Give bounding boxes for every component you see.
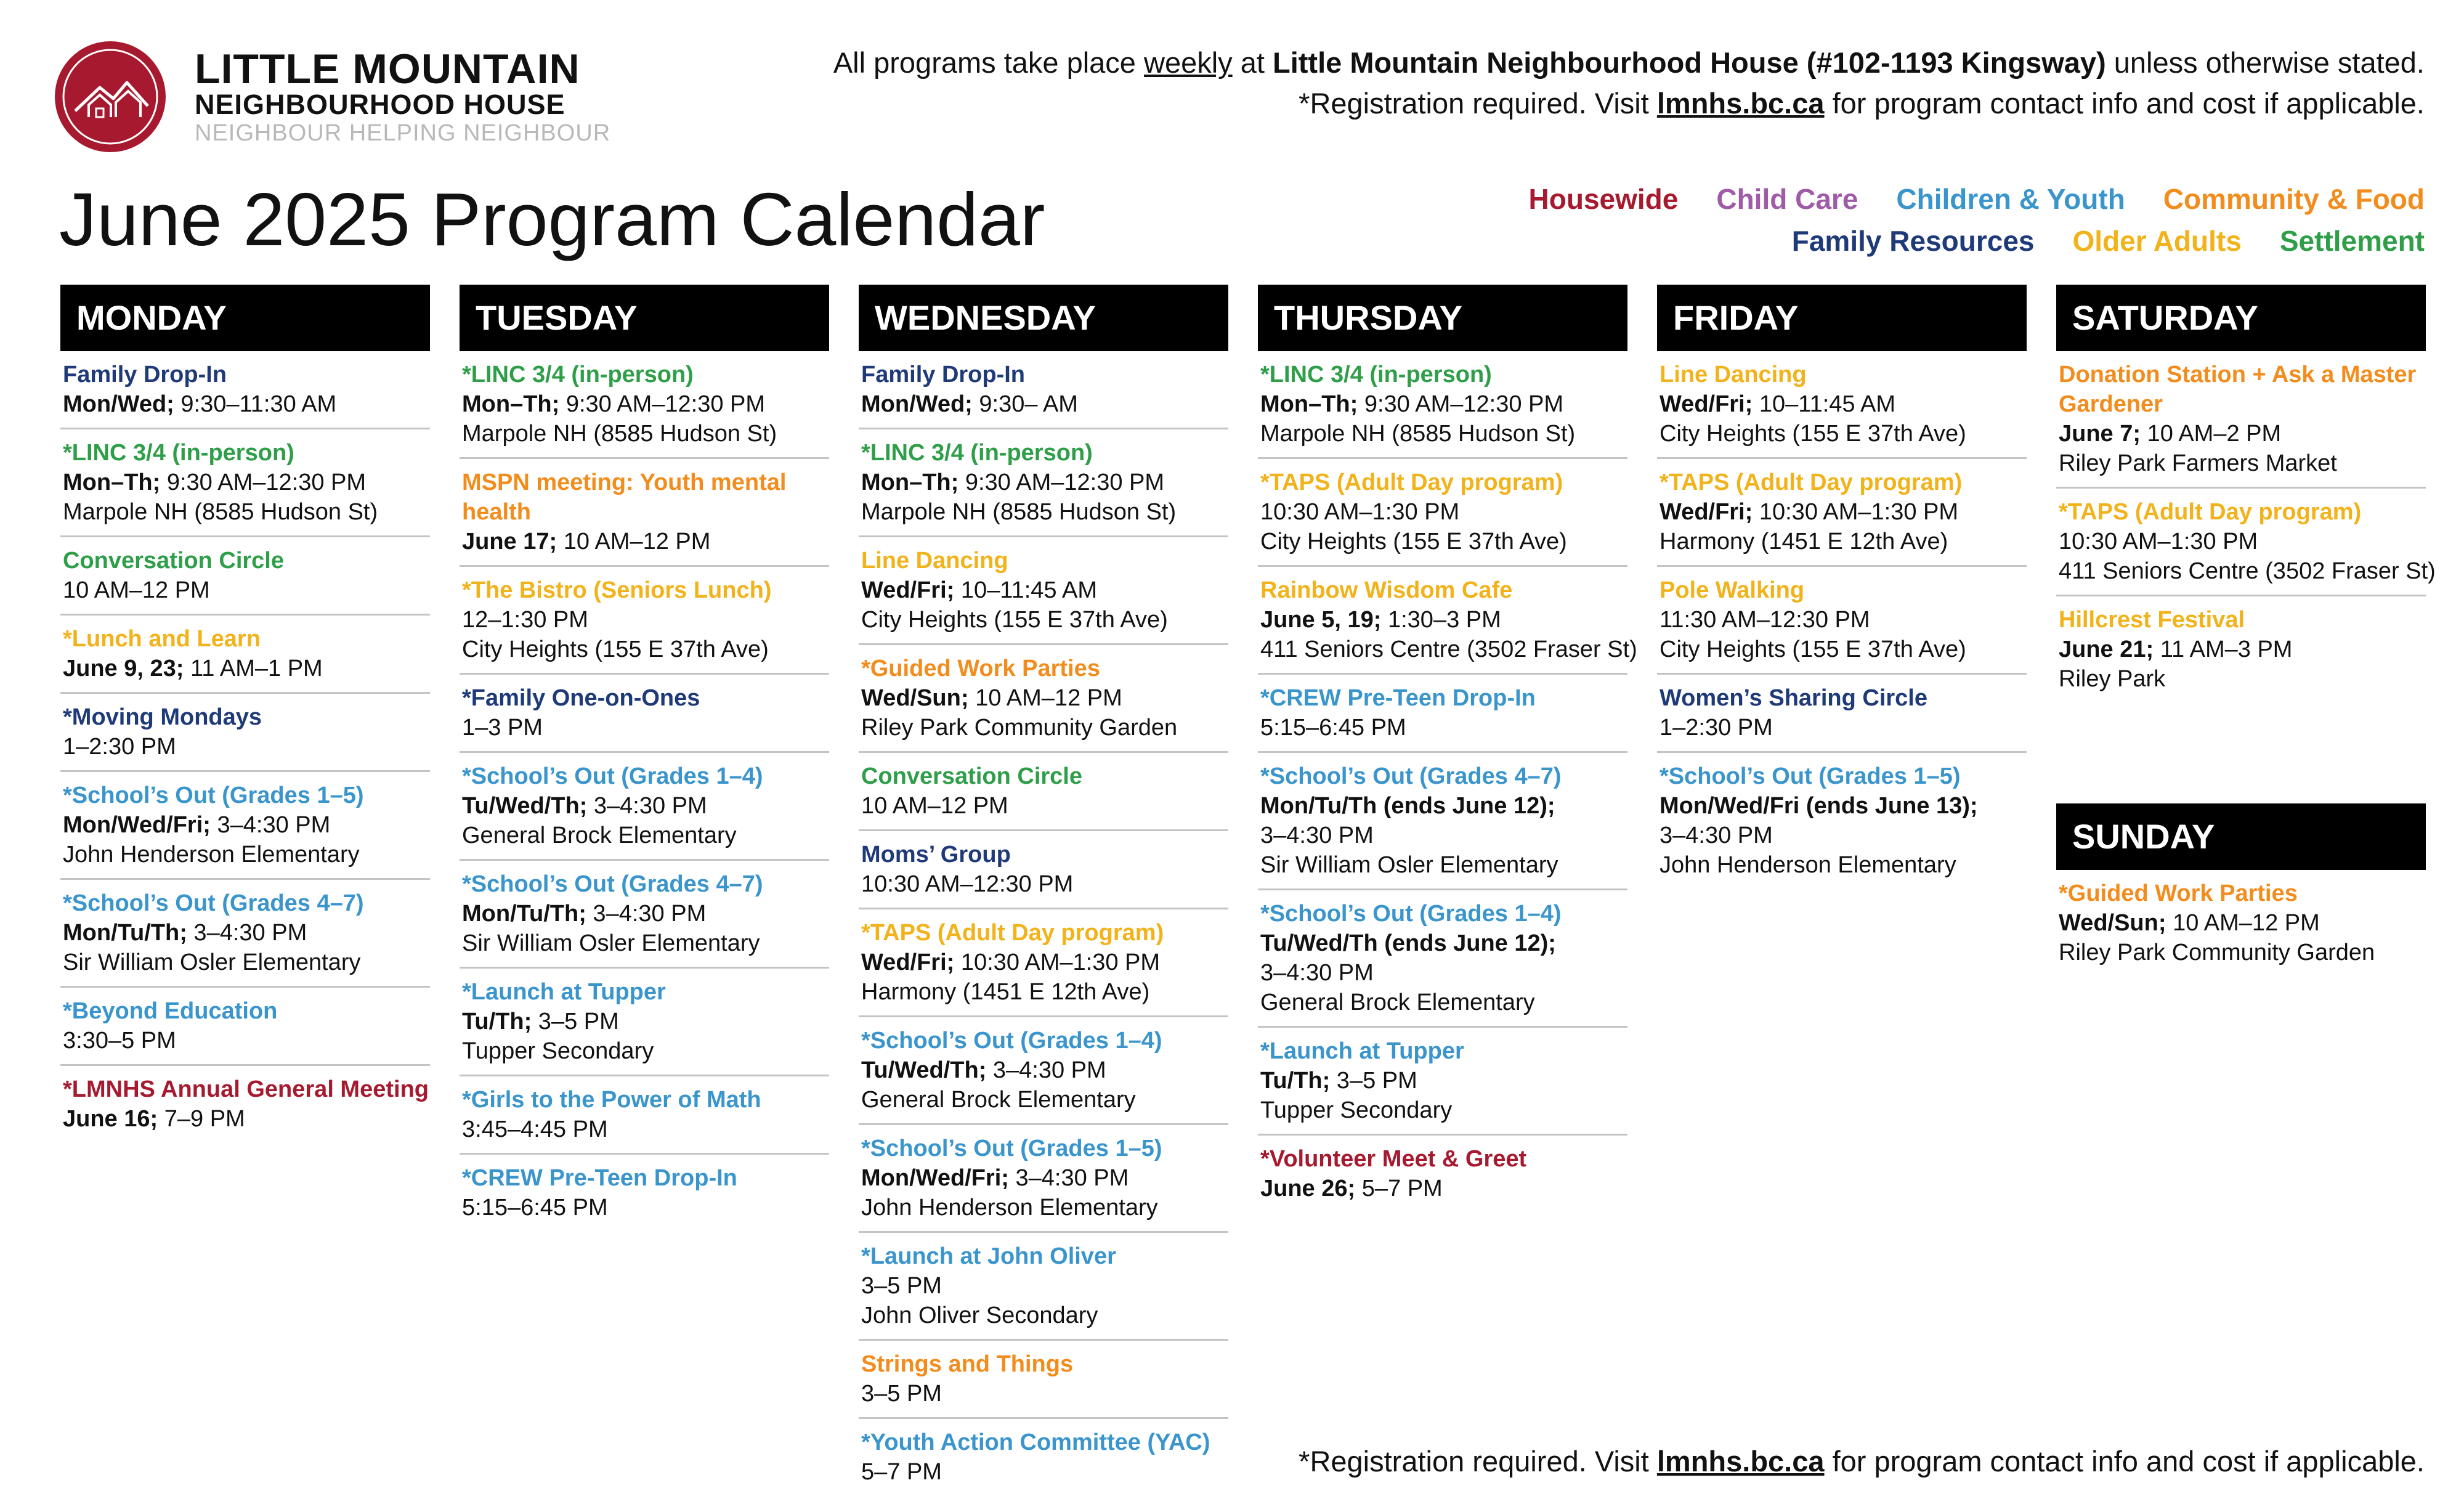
program-time: 10:30 AM–1:30 PM	[1260, 499, 1460, 525]
program-schedule	[1260, 791, 1627, 821]
program-title: *Volunteer Meet & Greet	[1260, 1146, 1527, 1172]
program-entry	[859, 1349, 1228, 1419]
program-schedule	[861, 1163, 1228, 1193]
program-schedule	[1660, 497, 2027, 527]
program-time: 10:30 AM–1:30 PM	[2059, 529, 2258, 555]
program-entry	[1258, 468, 1627, 567]
program-days: Mon–Th;	[861, 470, 959, 495]
program-title: *Youth Action Committee (YAC)	[861, 1429, 1210, 1455]
program-days: June 9, 23;	[63, 656, 184, 681]
program-schedule	[63, 1104, 430, 1134]
program-time: 10:30 AM–1:30 PM	[954, 949, 1161, 975]
program-days: Tu/Th;	[462, 1009, 532, 1035]
category-legend-row1	[1491, 182, 2425, 216]
program-title: Conversation Circle	[63, 548, 284, 574]
program-schedule	[462, 1115, 829, 1144]
program-list	[1258, 360, 1637, 1212]
program-location: John Henderson Elementary	[63, 842, 360, 868]
note-text: *Registration required. Visit	[1299, 87, 1657, 120]
program-schedule	[63, 810, 430, 840]
program-title: *Launch at Tupper	[462, 979, 666, 1005]
program-entry	[460, 575, 829, 675]
program-entry	[1657, 683, 2027, 753]
legend-community-food: Community & Food	[2163, 183, 2425, 215]
note-text: at	[1232, 46, 1273, 79]
program-entry	[1258, 762, 1627, 890]
program-title: MSPN meeting: Youth mental health	[462, 470, 787, 525]
program-location: 411 Seniors Centre (3502 Fraser St)	[1260, 636, 1637, 662]
program-schedule	[2059, 527, 2426, 556]
program-location: Marpole NH (8585 Hudson St)	[63, 499, 378, 525]
program-schedule	[861, 1271, 1228, 1301]
org-tagline: NEIGHBOUR HELPING NEIGHBOUR	[195, 120, 611, 146]
program-days: Wed/Sun;	[861, 685, 969, 711]
program-list	[2056, 360, 2436, 702]
program-location: 411 Seniors Centre (3502 Fraser St)	[2059, 558, 2436, 584]
program-schedule	[462, 1007, 829, 1036]
program-location: General Brock Elementary	[1260, 990, 1535, 1015]
program-title: *School’s Out (Grades 1–4)	[1260, 901, 1562, 927]
program-location: City Heights (155 E 37th Ave)	[861, 607, 1168, 633]
day-column-sunday	[2056, 803, 2426, 985]
note-text: *Registration required. Visit	[1299, 1445, 1657, 1478]
program-days: Mon–Th;	[63, 470, 161, 495]
program-entry	[859, 1134, 1228, 1233]
program-schedule	[1260, 929, 1627, 958]
program-time: 7–9 PM	[158, 1106, 245, 1132]
program-entry	[1258, 1144, 1627, 1212]
website-link[interactable]: lmnhs.bc.ca	[1656, 1445, 1825, 1478]
website-link[interactable]: lmnhs.bc.ca	[1656, 87, 1825, 120]
program-title: Hillcrest Festival	[2059, 607, 2245, 633]
program-title: Strings and Things	[861, 1351, 1074, 1377]
program-days: Mon/Wed/Fri;	[861, 1165, 1009, 1191]
program-entry	[1258, 360, 1627, 459]
program-days: Mon/Wed/Fri;	[63, 812, 211, 838]
location-note	[833, 46, 2425, 79]
program-entry	[460, 762, 829, 861]
program-entry	[60, 438, 430, 537]
program-title: *School’s Out (Grades 1–5)	[1660, 763, 1961, 789]
program-schedule	[63, 918, 430, 948]
program-entry	[1258, 683, 1627, 753]
program-title: *CREW Pre-Teen Drop-In	[1260, 685, 1536, 711]
program-entry	[60, 360, 430, 429]
program-time: 11:30 AM–12:30 PM	[1660, 607, 1870, 633]
note-text: All programs take place	[833, 46, 1144, 79]
program-days: Tu/Th;	[1260, 1068, 1331, 1094]
program-schedule	[861, 1379, 1228, 1409]
program-entry	[60, 781, 430, 880]
program-title: *School’s Out (Grades 1–5)	[63, 783, 364, 808]
program-entry	[859, 438, 1228, 537]
program-entry	[460, 683, 829, 753]
program-list	[2056, 879, 2426, 976]
program-schedule	[861, 575, 1228, 605]
program-list	[460, 360, 829, 1231]
program-title: *LINC 3/4 (in-person)	[1260, 362, 1492, 388]
program-schedule	[1260, 497, 1627, 527]
program-schedule	[1660, 389, 2027, 419]
program-location: City Heights (155 E 37th Ave)	[462, 636, 769, 662]
program-schedule	[63, 575, 430, 605]
program-schedule	[861, 683, 1228, 713]
program-location: Harmony (1451 E 12th Ave)	[1660, 529, 1948, 555]
program-time: 10 AM–12 PM	[968, 685, 1122, 711]
note-text: for program contact info and cost if applicable.	[1824, 87, 2425, 120]
program-schedule	[462, 605, 829, 635]
program-days: Tu/Wed/Th;	[462, 793, 588, 819]
program-entry	[2056, 879, 2426, 976]
program-schedule	[63, 732, 430, 762]
program-time: 3–5 PM	[532, 1009, 619, 1035]
program-time: 5:15–6:45 PM	[462, 1195, 608, 1221]
program-days: Wed/Fri;	[861, 949, 955, 975]
program-location: City Heights (155 E 37th Ave)	[1660, 421, 1966, 447]
day-column-tuesday	[460, 285, 829, 1240]
program-schedule	[1260, 1066, 1627, 1096]
program-title: Women’s Sharing Circle	[1660, 685, 1927, 711]
day-header: MONDAY	[60, 285, 430, 351]
program-time: 10 AM–2 PM	[2141, 421, 2282, 447]
program-title: *Beyond Education	[63, 998, 278, 1024]
program-title: *School’s Out (Grades 4–7)	[1260, 763, 1562, 789]
program-entry	[1258, 575, 1637, 675]
note-text: for program contact info and cost if applicable.	[1824, 1445, 2425, 1478]
day-header: FRIDAY	[1657, 285, 2027, 351]
category-legend-row2	[1754, 224, 2425, 258]
program-location: General Brock Elementary	[462, 823, 737, 848]
program-list	[1657, 360, 2027, 888]
program-title: *TAPS (Adult Day program)	[1660, 470, 1963, 495]
program-title: *CREW Pre-Teen Drop-In	[462, 1165, 737, 1191]
program-title: *LINC 3/4 (in-person)	[63, 440, 294, 466]
note-weekly: weekly	[1144, 46, 1233, 79]
program-time: 9:30 AM–12:30 PM	[1358, 391, 1564, 417]
program-schedule	[462, 713, 829, 742]
program-days: Tu/Wed/Th;	[861, 1057, 987, 1083]
program-time: 5:15–6:45 PM	[1260, 715, 1406, 741]
registration-note	[1299, 86, 2425, 120]
program-entry	[2056, 497, 2436, 596]
program-schedule	[861, 791, 1228, 821]
program-time: 3–4:30 PM	[187, 920, 307, 946]
program-time: 10 AM–12 PM	[63, 577, 210, 603]
program-days: Wed/Sun;	[2059, 910, 2166, 936]
program-entry	[859, 546, 1228, 645]
org-name-line1: LITTLE MOUNTAIN	[195, 46, 580, 92]
program-days: June 16;	[63, 1106, 158, 1132]
program-title: *School’s Out (Grades 4–7)	[63, 890, 364, 916]
program-title: *School’s Out (Grades 1–5)	[861, 1136, 1162, 1161]
program-location: Riley Park Community Garden	[861, 715, 1178, 741]
program-time: 3–5 PM	[861, 1381, 942, 1407]
program-schedule	[462, 1193, 829, 1222]
program-entry	[460, 360, 829, 459]
program-days: June 5, 19;	[1260, 607, 1382, 633]
program-entry	[460, 1085, 829, 1155]
legend-children-youth: Children & Youth	[1896, 183, 2125, 215]
program-schedule	[861, 1457, 1228, 1487]
program-title: *Girls to the Power of Math	[462, 1087, 761, 1113]
program-entry	[859, 654, 1228, 753]
program-title: *TAPS (Adult Day program)	[861, 920, 1164, 946]
program-entry	[60, 702, 430, 772]
program-location: John Henderson Elementary	[1660, 852, 1956, 878]
program-schedule	[1260, 605, 1627, 635]
org-brand	[195, 48, 610, 147]
program-time: 10 AM–12 PM	[2166, 910, 2320, 936]
program-time: 3–4:30 PM	[1008, 1165, 1129, 1191]
program-entry	[2056, 360, 2426, 489]
program-location: Riley Park Farmers Market	[2059, 450, 2337, 476]
program-time: 3–5 PM	[1330, 1068, 1417, 1094]
day-header: THURSDAY	[1258, 285, 1627, 351]
program-schedule	[462, 527, 829, 556]
program-schedule	[462, 389, 829, 419]
program-time: 9:30– AM	[972, 391, 1078, 417]
program-schedule	[462, 899, 829, 929]
program-entry	[1258, 1036, 1627, 1136]
program-entry	[460, 1163, 829, 1231]
program-time: 11 AM–3 PM	[2154, 636, 2293, 662]
program-schedule	[63, 654, 430, 683]
program-days: Mon/Tu/Th (ends June 12);	[1260, 793, 1555, 819]
program-entry	[1657, 762, 2027, 888]
legend-older-adults: Older Adults	[2072, 225, 2242, 257]
program-schedule	[861, 948, 1228, 977]
program-days: Mon/Wed;	[63, 391, 174, 417]
program-time: 10:30 AM–12:30 PM	[861, 871, 1074, 897]
program-time: 11 AM–1 PM	[184, 656, 323, 681]
program-schedule	[1660, 605, 2027, 635]
program-location: Riley Park	[2059, 666, 2166, 692]
program-time: 10 AM–12 PM	[861, 793, 1008, 819]
program-time: 3–4:30 PM	[210, 812, 331, 838]
program-title: Line Dancing	[861, 548, 1008, 574]
program-entry	[60, 888, 430, 988]
program-days: June 7;	[2059, 421, 2141, 447]
program-location: Harmony (1451 E 12th Ave)	[861, 979, 1150, 1005]
program-days: Mon/Wed;	[861, 391, 973, 417]
day-header: SATURDAY	[2056, 285, 2426, 351]
program-entry	[859, 918, 1228, 1017]
program-entry	[60, 546, 430, 616]
program-list	[859, 360, 1228, 1495]
program-location: Sir William Osler Elementary	[462, 930, 760, 956]
program-title: *Guided Work Parties	[2059, 880, 2298, 906]
program-title: *TAPS (Adult Day program)	[1260, 470, 1563, 495]
program-time: 3–4:30 PM	[586, 901, 707, 927]
program-time: 3–4:30 PM	[587, 793, 707, 819]
program-title: *School’s Out (Grades 1–4)	[861, 1028, 1162, 1054]
program-time: 12–1:30 PM	[462, 607, 588, 633]
page-title: June 2025 Program Calendar	[59, 177, 1045, 261]
program-schedule	[63, 389, 430, 419]
program-location: General Brock Elementary	[861, 1087, 1136, 1113]
program-schedule	[2059, 635, 2426, 664]
program-time: 5–7 PM	[1355, 1176, 1443, 1201]
program-time: 9:30–11:30 AM	[174, 391, 337, 417]
house-logo-icon	[52, 38, 169, 155]
program-time: 9:30 AM–12:30 PM	[160, 470, 367, 495]
program-days: Mon/Tu/Th;	[63, 920, 187, 946]
legend-housewide: Housewide	[1528, 183, 1679, 215]
program-entry	[859, 1428, 1228, 1495]
program-title: *Lunch and Learn	[63, 626, 261, 652]
program-title: *Launch at Tupper	[1260, 1038, 1464, 1064]
program-entry	[1258, 899, 1627, 1028]
legend-child-care: Child Care	[1716, 183, 1858, 215]
program-schedule	[2059, 419, 2426, 449]
program-entry	[460, 977, 829, 1076]
program-time: 1–2:30 PM	[63, 734, 176, 760]
program-time: 1–3 PM	[462, 715, 543, 741]
program-time: 10:30 AM–1:30 PM	[1753, 499, 1959, 525]
program-title: Family Drop-In	[861, 362, 1026, 388]
day-header: TUESDAY	[460, 285, 829, 351]
note-text: unless otherwise stated.	[2105, 46, 2425, 79]
program-time: 3–4:30 PM	[986, 1057, 1106, 1083]
program-schedule	[1260, 389, 1627, 419]
program-title: *The Bistro (Seniors Lunch)	[462, 577, 772, 603]
program-time: 10–11:45 AM	[1753, 391, 1895, 417]
program-time: 9:30 AM–12:30 PM	[559, 391, 766, 417]
program-days: Tu/Wed/Th (ends June 12);	[1260, 930, 1556, 956]
program-list	[60, 360, 430, 1142]
program-time: 5–7 PM	[861, 1459, 942, 1485]
program-schedule	[1660, 791, 2027, 821]
day-column-saturday	[2056, 285, 2436, 711]
program-location: City Heights (155 E 37th Ave)	[1660, 636, 1966, 662]
program-location: Sir William Osler Elementary	[1260, 852, 1558, 878]
program-schedule	[861, 1055, 1228, 1085]
legend-settlement: Settlement	[2279, 225, 2425, 257]
program-entry	[859, 762, 1228, 831]
program-entry	[859, 1026, 1228, 1125]
program-location: Riley Park Community Garden	[2059, 940, 2375, 965]
program-time: 3–4:30 PM	[1660, 823, 1773, 848]
program-title: *TAPS (Adult Day program)	[2059, 499, 2362, 525]
program-location: Tupper Secondary	[1260, 1097, 1453, 1123]
program-days: June 26;	[1260, 1176, 1356, 1201]
program-schedule	[63, 468, 430, 497]
program-time: 3–5 PM	[861, 1273, 942, 1299]
program-title: Moms’ Group	[861, 842, 1011, 868]
program-title: Rainbow Wisdom Cafe	[1260, 577, 1513, 603]
program-entry	[460, 468, 829, 567]
note-location: Little Mountain Neighbourhood House (#102-1193 Kingsway)	[1273, 46, 2106, 79]
org-name-line2: NEIGHBOURHOOD HOUSE	[195, 89, 565, 120]
program-time: 3:45–4:45 PM	[462, 1116, 608, 1142]
program-entry	[2056, 605, 2426, 702]
program-entry	[60, 624, 430, 694]
program-entry	[859, 360, 1228, 429]
program-time: 3–4:30 PM	[1260, 823, 1374, 848]
program-days: Wed/Fri;	[1660, 391, 1753, 417]
program-entry	[1657, 360, 2027, 459]
program-schedule	[1260, 1174, 1627, 1203]
program-title: Line Dancing	[1660, 362, 1807, 388]
program-schedule	[861, 869, 1228, 899]
program-location: Marpole NH (8585 Hudson St)	[462, 421, 777, 447]
program-title: *LMNHS Annual General Meeting	[63, 1076, 429, 1102]
program-days: Mon–Th;	[462, 391, 560, 417]
program-location: Marpole NH (8585 Hudson St)	[861, 499, 1177, 525]
program-days: Mon/Tu/Th;	[462, 901, 586, 927]
program-location: John Oliver Secondary	[861, 1303, 1098, 1328]
program-title: *Guided Work Parties	[861, 656, 1100, 681]
program-time: 1–2:30 PM	[1660, 715, 1773, 741]
program-schedule	[1660, 713, 2027, 742]
day-column-friday	[1657, 285, 2027, 897]
program-location: John Henderson Elementary	[861, 1195, 1158, 1221]
program-location: Tupper Secondary	[462, 1038, 654, 1064]
program-time: 10–11:45 AM	[954, 577, 1097, 603]
day-header: WEDNESDAY	[859, 285, 1228, 351]
program-title: *Launch at John Oliver	[861, 1243, 1116, 1269]
program-title: *School’s Out (Grades 1–4)	[462, 763, 763, 789]
program-entry	[859, 1242, 1228, 1341]
program-title: Donation Station + Ask a Master Gardener	[2059, 362, 2417, 417]
day-column-thursday	[1258, 285, 1637, 1221]
program-entry	[1657, 575, 2027, 675]
program-days: Wed/Fri;	[861, 577, 955, 603]
program-schedule	[861, 468, 1228, 497]
program-schedule	[1260, 713, 1627, 742]
org-logo	[52, 38, 169, 155]
day-column-monday	[60, 285, 430, 1151]
program-entry	[460, 869, 829, 969]
program-time: 1:30–3 PM	[1381, 607, 1501, 633]
program-title: *LINC 3/4 (in-person)	[861, 440, 1093, 466]
program-days: June 21;	[2059, 636, 2154, 662]
program-title: Family Drop-In	[63, 362, 227, 388]
program-schedule	[462, 791, 829, 821]
program-location: Sir William Osler Elementary	[63, 949, 361, 975]
program-location: Marpole NH (8585 Hudson St)	[1260, 421, 1576, 447]
program-title: *Moving Mondays	[63, 704, 262, 730]
program-title: Conversation Circle	[861, 763, 1082, 789]
day-column-wednesday	[859, 285, 1228, 1496]
program-days: Mon/Wed/Fri (ends June 13);	[1660, 793, 1978, 819]
legend-family-resources: Family Resources	[1791, 225, 2035, 257]
program-time: 10 AM–12 PM	[557, 529, 711, 555]
program-title: Pole Walking	[1660, 577, 1805, 603]
day-header: SUNDAY	[2056, 803, 2426, 870]
program-schedule	[2059, 908, 2426, 938]
program-title: *School’s Out (Grades 4–7)	[462, 871, 763, 897]
program-days: Mon–Th;	[1260, 391, 1358, 417]
program-title: *LINC 3/4 (in-person)	[462, 362, 694, 388]
program-time: 9:30 AM–12:30 PM	[958, 470, 1165, 495]
program-location: City Heights (155 E 37th Ave)	[1260, 529, 1567, 555]
program-entry	[60, 1075, 430, 1142]
program-entry	[859, 840, 1228, 909]
program-days: June 17;	[462, 529, 557, 555]
program-days: Wed/Fri;	[1660, 499, 1753, 525]
program-time: 3–4:30 PM	[1260, 960, 1374, 986]
program-schedule	[63, 1026, 430, 1055]
registration-note-bottom	[1299, 1444, 2425, 1478]
program-time: 3:30–5 PM	[63, 1028, 176, 1054]
program-entry	[60, 996, 430, 1066]
program-schedule	[861, 389, 1228, 419]
program-entry	[1657, 468, 2027, 567]
program-title: *Family One-on-Ones	[462, 685, 700, 711]
